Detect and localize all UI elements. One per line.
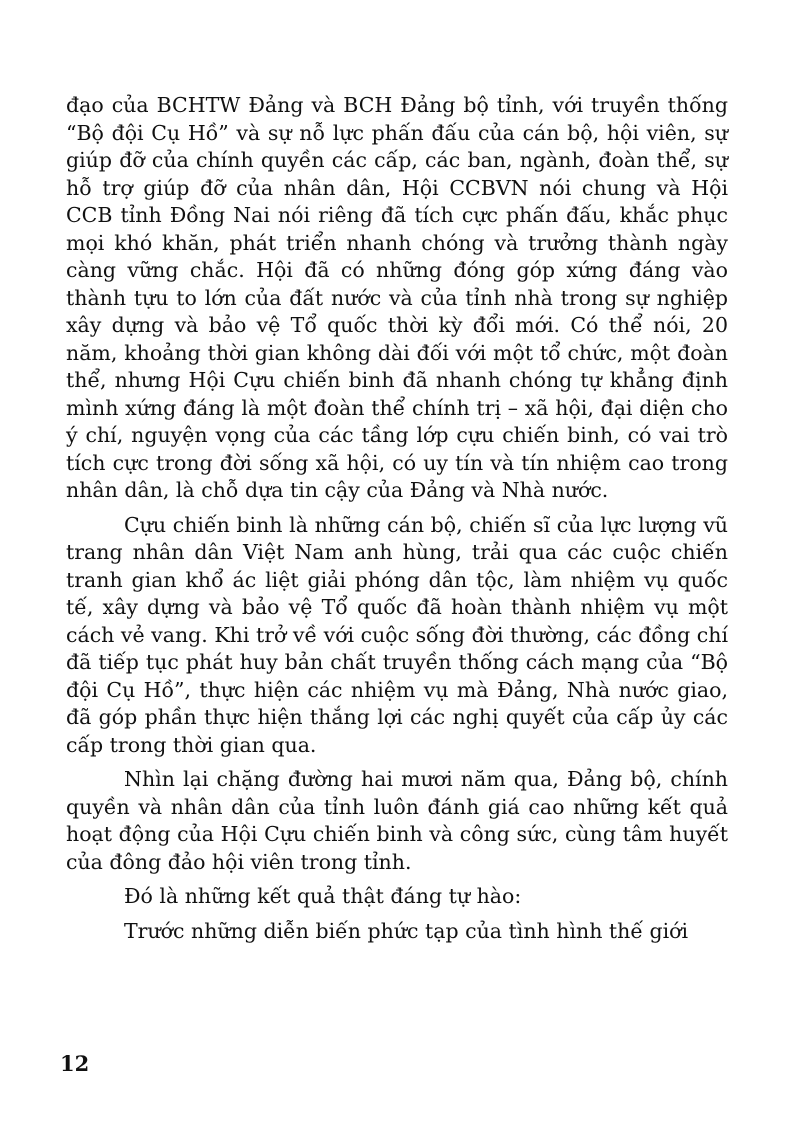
page-number: 12 <box>60 1051 90 1076</box>
paragraph-4: Đó là những kết quả thật đáng tự hào: <box>124 884 522 908</box>
paragraph-1: đạo của BCHTW Đảng và BCH Đảng bộ tỉnh, với truyền thống “Bộ đội Cụ Hồ” và sự nỗ lực phấn đấu của cán bộ, hội viên, sự giúp đỡ của chính quyền các cấp, các ban, ngành, đoàn thể, sự hỗ trợ giúp đỡ của nhân dân, Hội CCBVN nói chung và Hội CCB tỉnh Đồng Nai nói riêng đã tích cực phấn đấu, khắc phục mọi khó khăn, phát triển nhanh chóng và trưởng thành ngày càng vững chắc. Hội đã có những đóng góp xứng đáng vào thành tựu to lớn của đất nước và của tỉnh nhà trong sự nghiệp xây dựng và bảo vệ Tổ quốc thời kỳ đổi mới. Có thể nói, 20 năm, khoảng thời gian không dài đối với một tổ chức, một đoàn thể, nhưng Hội Cựu chiến binh đã nhanh chóng tự khẳng định mình xứng đáng là một đoàn thể chính trị – xã hội, đại diện cho ý chí, nguyện vọng của các tầng lớp cựu chiến binh, có vai trò tích cực trong đời sống xã hội, có uy tín và tín nhiệm cao trong nhân dân, là chỗ dựa tin cậy của Đảng và Nhà nước. <box>66 93 728 502</box>
body-text <box>66 92 728 945</box>
paragraph-5: Trước những diễn biến phức tạp của tình hình thế giới <box>124 918 689 943</box>
paragraph-3: Nhìn lại chặng đường hai mươi năm qua, Đảng bộ, chính quyền và nhân dân của tỉnh luôn đánh giá cao những kết quả hoạt động của Hội Cựu chiến binh và công sức, cùng tâm huyết của đông đảo hội viên trong tỉnh. <box>66 767 728 874</box>
paragraph-2: Cựu chiến binh là những cán bộ, chiến sĩ của lực lượng vũ trang nhân dân Việt Nam anh hùng, trải qua các cuộc chiến tranh gian khổ ác liệt giải phóng dân tộc, làm nhiệm vụ quốc tế, xây dựng và bảo vệ Tổ quốc đã hoàn thành nhiệm vụ một cách vẻ vang. Khi trở về với cuộc sống đời thường, các đồng chí đã tiếp tục phát huy bản chất truyền thống cách mạng của “Bộ đội Cụ Hồ”, thực hiện các nhiệm vụ mà Đảng, Nhà nước giao, đã góp phần thực hiện thắng lợi các nghị quyết của cấp ủy các cấp trong thời gian qua. <box>66 512 728 757</box>
